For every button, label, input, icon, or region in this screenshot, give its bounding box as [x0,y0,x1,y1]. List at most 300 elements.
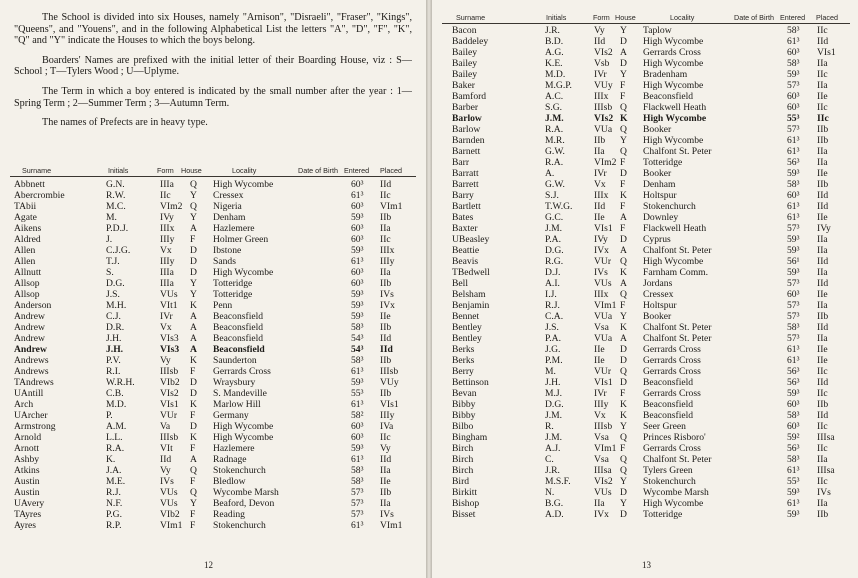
cell-initials: T.W.G. [545,201,573,212]
cell-form: IIIy [160,234,175,245]
table-row [432,322,858,333]
cell-entered: 60³ [351,179,364,190]
cell-house: Y [620,498,627,509]
table-row [432,410,858,421]
student-list [0,179,426,531]
table-row [0,410,426,421]
student-list [432,25,858,520]
cell-initials: A. [545,168,555,179]
cell-surname: Birch [452,465,474,476]
cell-surname: TAbii [14,201,37,212]
cell-entered: 60³ [351,432,364,443]
cell-house: Q [620,465,627,476]
cell-form: IVr [594,388,607,399]
cell-locality: Beaconsfield [213,344,265,355]
header-locality: Locality [232,166,257,175]
cell-form: VIs3 [160,344,180,355]
cell-locality: Denham [213,212,246,223]
cell-locality: High Wycombe [213,432,274,443]
cell-initials: J.S. [545,322,559,333]
cell-entered: 56³ [787,377,800,388]
cell-form: Vx [594,179,606,190]
cell-locality: Totteridge [643,157,683,168]
cell-house: Y [620,69,627,80]
cell-initials: L.L. [106,432,123,443]
cell-entered: 58³ [787,179,800,190]
cell-locality: High Wycombe [213,421,274,432]
cell-entered: 60³ [351,421,364,432]
table-row [0,311,426,322]
table-row [0,487,426,498]
cell-initials: C.J. [106,311,121,322]
cell-entered: 59² [787,432,800,443]
table-row [0,289,426,300]
cell-form: VIs2 [594,476,613,487]
table-row [432,311,858,322]
table-row [432,179,858,190]
table-row [432,91,858,102]
cell-form: VIs2 [160,388,179,399]
cell-house: D [620,509,627,520]
table-row [0,443,426,454]
cell-house: Q [620,454,627,465]
cell-form: IVs [160,476,174,487]
cell-house: K [620,322,627,333]
cell-form: VUa [594,124,613,135]
cell-initials: A.M. [106,421,127,432]
cell-entered: 57³ [787,333,800,344]
cell-locality: Wraysbury [213,377,256,388]
cell-form: VUs [594,487,612,498]
cell-initials: R.A. [545,157,564,168]
page-number: 13 [642,560,651,570]
cell-house: Q [620,366,627,377]
cell-surname: Bird [452,476,470,487]
cell-initials: K. [106,454,116,465]
table-row [432,476,858,487]
cell-surname: Birch [452,454,474,465]
cell-entered: 57³ [351,498,364,509]
cell-house: Q [190,487,197,498]
cell-house: F [620,91,626,102]
cell-house: K [620,410,627,421]
cell-surname: Anderson [14,300,52,311]
cell-placed: IIc [817,366,828,377]
cell-initials: J.H. [106,333,122,344]
cell-form: IIIx [594,91,609,102]
cell-house: D [620,355,627,366]
cell-house: F [190,509,196,520]
cell-house: Y [190,190,197,201]
cell-initials: M.R. [545,135,565,146]
cell-house: F [620,388,626,399]
cell-surname: Bilbo [452,421,474,432]
cell-entered: 60³ [787,421,800,432]
cell-form: VUs [160,487,178,498]
cell-locality: Chalfont St. Peter [643,245,712,256]
cell-entered: 57³ [787,80,800,91]
cell-locality: Booker [643,168,672,179]
cell-house: Q [620,289,627,300]
cell-surname: Barrett [452,179,479,190]
cell-locality: Tylers Green [643,465,693,476]
cell-locality: High Wycombe [643,58,704,69]
cell-surname: Barry [452,190,474,201]
cell-locality: Chalfont St. Peter [643,322,712,333]
cell-placed: IIa [817,267,828,278]
cell-placed: VIs1 [380,399,399,410]
cell-entered: 59³ [787,69,800,80]
table-row [432,289,858,300]
cell-house: Q [620,124,627,135]
cell-entered: 59³ [787,509,800,520]
cell-surname: Bailey [452,47,478,58]
cell-entered: 59³ [351,245,364,256]
cell-house: K [190,432,197,443]
cell-form: Vx [160,245,172,256]
cell-form: IIIy [594,399,609,410]
cell-entered: 61³ [787,135,800,146]
cell-locality: High Wycombe [643,36,704,47]
cell-locality: Chalfont St. Peter [643,333,712,344]
cell-form: VIb2 [160,377,180,388]
table-row [432,69,858,80]
table-row [0,498,426,509]
cell-placed: IIb [380,388,392,399]
cell-house: Y [190,212,197,223]
cell-placed: IIe [380,476,391,487]
cell-form: VIs2 [594,113,614,124]
cell-surname: Arch [14,399,34,410]
table-row [432,278,858,289]
cell-surname: Barlow [452,113,482,124]
cell-locality: Gerrards Cross [643,366,701,377]
cell-entered: 56³ [787,366,800,377]
cell-surname: Abbnett [14,179,45,190]
cell-placed: IVs [380,509,394,520]
cell-entered: 55³ [787,476,800,487]
cell-locality: High Wycombe [213,179,274,190]
cell-form: Vsa [594,432,609,443]
table-row [0,377,426,388]
cell-placed: IIc [817,113,829,124]
cell-initials: C.J.G. [106,245,131,256]
cell-placed: IId [817,256,829,267]
cell-placed: IIa [380,498,391,509]
cell-placed: IIe [817,91,828,102]
cell-placed: IIIy [380,256,395,267]
cell-initials: R.G. [545,256,564,267]
cell-house: K [620,113,628,124]
cell-house: A [620,47,627,58]
header-house: House [181,166,202,175]
cell-placed: IIa [817,454,828,465]
cell-placed: IIa [817,300,828,311]
cell-locality: Holtspur [643,300,677,311]
cell-form: IIIa [160,179,174,190]
table-row [0,520,426,531]
cell-surname: UAvery [14,498,45,509]
intro-paragraph: The Term in which a boy entered is indicated by the small number after the year : 1—Spring Term ; 2—Summer Term ; 3—Autumn Term. [14,85,412,109]
cell-placed: IIe [817,212,828,223]
cell-surname: Baxter [452,223,478,234]
cell-locality: Saunderton [213,355,257,366]
cell-form: IVy [160,212,174,223]
page-13 [432,0,858,578]
cell-house: D [620,36,627,47]
cell-locality: Ibstone [213,245,242,256]
cell-initials: R.J. [545,300,560,311]
cell-placed: IIb [380,355,392,366]
cell-surname: Birkitt [452,487,478,498]
cell-entered: 56³ [787,443,800,454]
cell-initials: J.M. [545,432,563,443]
table-row [432,36,858,47]
cell-entered: 60³ [787,47,800,58]
cell-initials: B.G. [545,498,564,509]
cell-locality: Beaford, Devon [213,498,275,509]
cell-surname: Allen [14,245,36,256]
cell-initials: M.D. [106,399,127,410]
cell-form: Vx [160,322,172,333]
cell-house: K [620,190,627,201]
cell-placed: IId [380,333,392,344]
cell-locality: Marlow Hill [213,399,261,410]
cell-form: VIt1 [160,300,178,311]
cell-entered: 57³ [787,300,800,311]
cell-initials: N.F. [106,498,123,509]
header-rule [442,23,850,24]
table-row [0,465,426,476]
cell-entered: 58³ [787,58,800,69]
cell-surname: Barlow [452,124,481,135]
cell-initials: R.P. [106,520,122,531]
cell-house: Y [620,476,627,487]
cell-locality: Downley [643,212,679,223]
cell-locality: Wycombe Marsh [213,487,279,498]
table-row [0,388,426,399]
cell-form: IIIsb [594,102,613,113]
cell-entered: 58² [351,410,364,421]
cell-surname: Ashby [14,454,40,465]
cell-locality: Beaconsfield [213,311,264,322]
cell-locality: Holtspur [643,190,677,201]
cell-locality: Booker [643,311,672,322]
cell-form: IIc [160,190,171,201]
cell-surname: Barratt [452,168,479,179]
cell-form: IVr [594,168,607,179]
cell-house: A [620,278,627,289]
cell-initials: R.A. [106,443,125,454]
cell-entered: 59³ [351,300,364,311]
cell-initials: P.G. [106,509,122,520]
cell-house: Q [620,256,627,267]
cell-initials: C.A. [545,311,564,322]
cell-entered: 61³ [787,201,800,212]
cell-placed: IIb [380,212,392,223]
cell-entered: 55³ [351,388,364,399]
cell-initials: M.J. [545,388,563,399]
cell-initials: C. [545,454,554,465]
cell-house: Y [190,278,197,289]
cell-entered: 59³ [351,443,364,454]
header-form: Form [157,166,174,175]
cell-initials: S.J. [545,190,559,201]
cell-entered: 61³ [787,498,800,509]
cell-surname: Barnden [452,135,485,146]
cell-house: D [620,58,627,69]
cell-surname: Bettinson [452,377,489,388]
header-date-of-birth: Date of Birth [298,166,338,175]
cell-entered: 61³ [351,520,364,531]
cell-surname: Bisset [452,509,476,520]
cell-initials: T.J. [106,256,120,267]
cell-placed: IId [817,201,829,212]
cell-form: VUs [160,498,178,509]
cell-entered: 59³ [787,168,800,179]
cell-placed: IIc [380,234,391,245]
cell-form: IIIsb [160,366,179,377]
cell-entered: 59³ [787,487,800,498]
cell-placed: IIa [817,245,828,256]
cell-house: A [190,311,197,322]
header-surname: Surname [456,13,486,22]
header-placed: Placed [380,166,402,175]
cell-house: A [190,322,197,333]
cell-form: VUa [594,311,613,322]
cell-surname: Agate [14,212,37,223]
cell-initials: J.M. [545,223,563,234]
cell-house: Q [190,465,197,476]
cell-placed: IIa [380,267,391,278]
cell-entered: 58³ [351,476,364,487]
header-surname: Surname [22,166,52,175]
cell-surname: Aldred [14,234,41,245]
cell-entered: 59³ [787,234,800,245]
cell-surname: Bingham [452,432,488,443]
cell-surname: Arnold [14,432,42,443]
cell-initials: A.J. [545,443,561,454]
cell-initials: J.R. [545,25,560,36]
cell-entered: 58³ [787,25,800,36]
cell-initials: R.W. [106,190,126,201]
cell-initials: J.S. [106,289,120,300]
cell-entered: 61³ [787,36,800,47]
cell-locality: Hazlemere [213,443,255,454]
table-row [432,344,858,355]
cell-house: D [620,377,627,388]
table-row [0,201,426,212]
cell-entered: 61³ [351,366,364,377]
table-row [0,454,426,465]
cell-initials: C.B. [106,388,124,399]
cell-house: Y [620,421,627,432]
cell-entered: 61³ [351,256,364,267]
cell-house: Q [620,146,627,157]
cell-locality: Denham [643,179,676,190]
cell-form: IId [594,201,606,212]
cell-placed: IIb [817,311,829,322]
cell-placed: IIa [380,465,391,476]
cell-surname: Bates [452,212,474,223]
cell-entered: 61³ [787,344,800,355]
cell-form: VIb2 [160,509,180,520]
cell-house: Q [620,102,627,113]
cell-surname: Berks [452,344,475,355]
cell-locality: Taplow [643,25,672,36]
cell-surname: Bentley [452,322,482,333]
cell-house: D [190,421,197,432]
cell-house: F [620,300,626,311]
cell-placed: IIb [817,135,829,146]
cell-entered: 58³ [351,322,364,333]
cell-surname: Allnutt [14,267,42,278]
cell-placed: IIb [817,179,829,190]
cell-placed: IId [817,190,829,201]
table-row [0,212,426,223]
cell-form: VUs [594,278,612,289]
cell-placed: IIe [380,311,391,322]
cell-entered: 58³ [351,465,364,476]
cell-form: VIm1 [594,443,617,454]
cell-form: IIIa [160,267,174,278]
cell-surname: Bailey [452,58,478,69]
cell-form: Vy [160,465,171,476]
cell-initials: J. [106,234,113,245]
cell-locality: Jordans [643,278,673,289]
table-row [432,146,858,157]
cell-entered: 60³ [351,267,364,278]
cell-locality: Totteridge [643,509,683,520]
cell-placed: IIc [817,69,828,80]
cell-house: F [190,234,196,245]
cell-house: F [190,443,196,454]
cell-surname: Belsham [452,289,486,300]
cell-locality: Penn [213,300,233,311]
cell-form: VIs1 [594,377,613,388]
cell-entered: 60³ [787,399,800,410]
cell-form: IIIx [594,190,609,201]
cell-locality: Stokenchurch [213,520,266,531]
cell-form: IIIa [160,278,174,289]
cell-entered: 59³ [351,289,364,300]
cell-entered: 61³ [787,212,800,223]
cell-locality: Stokenchurch [213,465,266,476]
cell-placed: IIb [380,322,392,333]
cell-locality: High Wycombe [643,135,704,146]
cell-entered: 55³ [787,113,800,124]
cell-entered: 57³ [787,278,800,289]
cell-initials: J.H. [545,377,561,388]
cell-house: A [620,212,627,223]
table-row [0,234,426,245]
cell-locality: Beaconsfield [213,333,264,344]
table-row [432,25,858,36]
cell-entered: 61³ [351,399,364,410]
cell-placed: IIe [817,355,828,366]
cell-placed: IIa [817,498,828,509]
cell-locality: Princes Risboro' [643,432,706,443]
cell-initials: D.J. [545,267,561,278]
cell-entered: 61³ [351,454,364,465]
cell-initials: A.C. [545,91,564,102]
cell-placed: IIe [817,344,828,355]
cell-locality: Chalfont St. Peter [643,146,712,157]
cell-locality: Gerrards Cross [643,355,701,366]
cell-house: A [620,333,627,344]
cell-surname: Atkins [14,465,40,476]
cell-locality: Cressex [643,289,674,300]
